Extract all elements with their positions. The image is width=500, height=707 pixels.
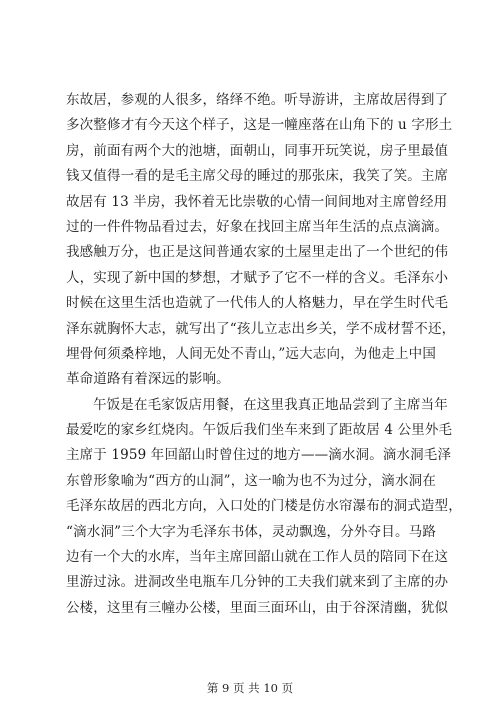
paragraph-first-line: 午饭是在毛家饭店用餐，在这里我真正地品尝到了主席当年: [93, 396, 448, 413]
text-line: 泽东就胸怀大志，就写出了“孩儿立志出乡关，学不成材誓不还，: [66, 320, 456, 337]
text-line: 人，实现了新中国的梦想，才赋予了它不一样的含义。毛泽东小: [66, 269, 449, 286]
page-number-footer: 第 9 页 共 10 页: [206, 681, 294, 695]
text-line: 东故居，参观的人很多，络绎不绝。听导游讲，主席故居得到了: [66, 92, 449, 108]
text-line: 公楼，这里有三幢办公楼，里面三面环山，由于谷深清幽，犹似: [66, 599, 449, 616]
text-line: 里游过泳。进洞改坐电瓶车几分钟的工夫我们就来到了主席的办: [66, 574, 449, 591]
text-line: 过的一件件物品看过去，好象在找回主席当年生活的点点滴滴。: [66, 218, 449, 235]
text-line: 钱又值得一看的是毛主席父母的睡过的那张床，我笑了笑。主席: [66, 168, 449, 185]
text-line: 埋骨何须桑梓地，人间无处不青山，”远大志向，为他走上中国: [66, 345, 436, 362]
text-line: 房，前面有两个大的池塘，面朝山，同事开玩笑说，房子里最值: [66, 142, 449, 159]
text-line: 故居有 13 半房，我怀着无比崇敬的心情一间间地对主席曾经用: [66, 193, 448, 210]
text-line: 边有一个大的水库，当年主席回韶山就在工作人员的陪同下在这: [66, 549, 449, 566]
text-line: 最爱吃的家乡红烧肉。午饭后我们坐车来到了距故居 4 公里外毛: [66, 422, 453, 439]
text-line: 革命道路有着深远的影响。: [66, 371, 230, 388]
text-line: 东曾形象喻为“西方的山洞”，这一喻为也不为过分，滴水洞在: [66, 472, 436, 489]
text-line: 我感触万分，也正是这间普通农家的土屋里走出了一个世纪的伟: [66, 244, 449, 261]
text-line: 主席于 1959 年回韶山时曾住过的地方——滴水洞。滴水洞毛泽: [66, 447, 452, 464]
text-line: 时候在这里生活也造就了一代伟人的人格魅力，早在学生时代毛: [66, 295, 449, 312]
text-line: 毛泽东故居的西北方向，入口处的门楼是仿水帘瀑布的洞式造型，: [66, 498, 462, 515]
text-line: 多次整修才有今天这个样子，这是一幢座落在山角下的 u 字形土: [66, 117, 453, 134]
text-line: “滴水洞”三个大字为毛泽东书体，灵动飘逸，分外夺目。马路: [66, 523, 436, 540]
document-body: [66, 88, 462, 621]
